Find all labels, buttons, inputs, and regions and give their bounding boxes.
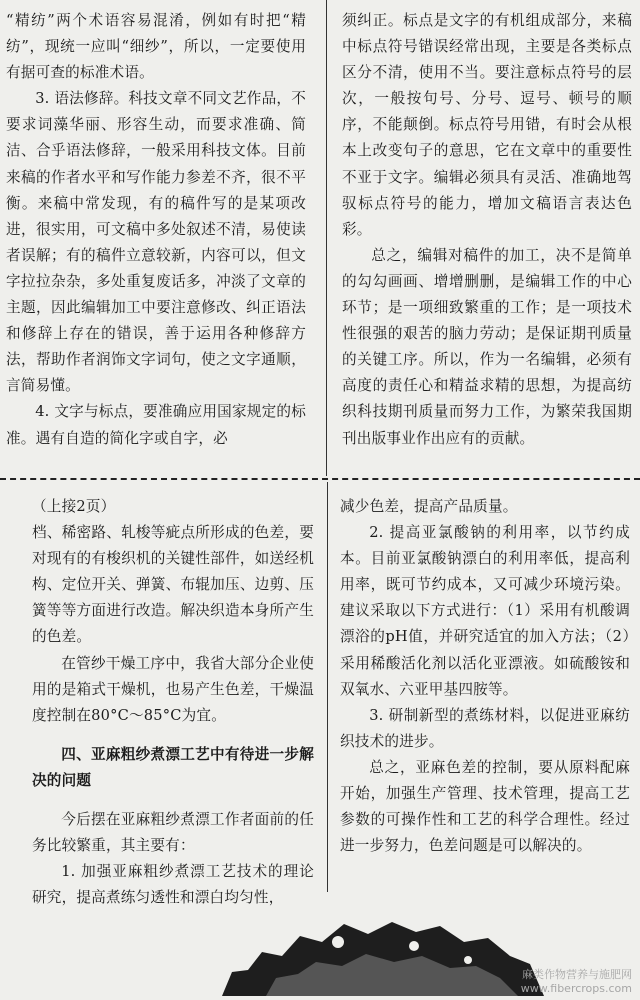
section-heading: 四、亚麻粗纱煮漂工艺中有待进一步解决的问题	[32, 745, 314, 789]
watermark-line: 麻类作物营养与施肥网	[522, 968, 632, 981]
paragraph: 总之，编辑对稿件的加工，决不是简单的勾勾画画、增增删删，是编辑工作的中心环节；是一项细致繁重的工作；是一项技术性很强的艰苦的脑力劳动；是保证期刊质量的关键工序。所以，作为一名编辑，必须有高度的责任心和精益求精的思想，为提高纺织科技期刊质量而努力工作，为繁荣我国期刊出版事业作出应有的贡献。	[342, 246, 632, 447]
scan-artifact-graphic	[218, 912, 548, 996]
paragraph: “精纺”两个术语容易混淆，例如有时把“精纺”，现统一应叫“细纱”，所以，一定要使用有据可查的标准术语。	[6, 12, 306, 82]
column-divider	[326, 0, 327, 476]
paragraph: 1. 加强亚麻粗纱煮漂工艺技术的理论研究，提高煮练匀透性和漂白均匀性，	[32, 863, 314, 907]
paragraph: 4. 文字与标点，要准确应用国家规定的标准。遇有自造的简化字或自字，必	[6, 403, 306, 447]
paragraph: 减少色差，提高产品质量。	[340, 498, 518, 515]
top-right-column	[342, 8, 632, 452]
paragraph: 在管纱干燥工序中，我省大部分企业使用的是箱式干燥机，也易产生色差，干燥温度控制在80°C～85°C为宜。	[32, 654, 314, 724]
paragraph: 3. 语法修辞。科技文章不同文艺作品，不要求词藻华丽、形容生动，而要求准确、简洁、合乎语法修辞，一般采用科技文体。目前来稿的作者水平和写作能力参差不齐，很不平衡。来稿中常发现，有的稿件写的是某项改进，很实用，可文稿中多处叙述不清，易使读者误解；有的稿件立意较新，内容可以，但文字拉拉杂杂，多处重复废话多，冲淡了文章的主题，因此编辑加工中要注意修改、纠正语法和修辞上存在的错误，善于运用各种修辞方法，帮助作者润饰文字词句，使之文字通顺，言简易懂。	[6, 90, 306, 395]
paragraph: 3. 研制新型的煮练材料，以促进亚麻纺织技术的进步。	[340, 706, 630, 750]
watermark-line: www.fibercrops.com	[520, 982, 632, 995]
bottom-left-column	[32, 494, 314, 911]
column-divider	[327, 482, 328, 892]
section-separator	[0, 478, 640, 480]
top-left-column	[6, 8, 306, 452]
bottom-right-column	[340, 494, 630, 859]
paragraph: 2. 提高亚氯酸钠的利用率，以节约成本。目前亚氯酸钠漂白的利用率低，提高利用率，既可节约成本，又可减少环境污染。建议采取以下方式进行：（1）采用有机酸调漂浴的pH值，并研究适宜的加入方法；（2）采用稀酸活化剂以活化亚漂液。如硫酸铵和双氧水、六亚甲基四胺等。	[340, 524, 630, 698]
paragraph: 须纠正。标点是文字的有机组成部分，来稿中标点符号错误经常出现，主要是各类标点区分不清，使用不当。要注意标点符号的层次，一般按句号、分号、逗号、顿号的顺序，不能颠倒。标点符号用错，有时会从根本上改变句子的意思，它在文章中的重要性不亚于文字。编辑必须具有灵活、准确地驾驭标点符号的能力，增加文稿语言表达色彩。	[342, 12, 632, 238]
paragraph: 今后摆在亚麻粗纱煮漂工作者面前的任务比较繁重，其主要有：	[32, 811, 314, 855]
continued-from-label: （上接2页）	[32, 498, 116, 515]
paragraph: 档、稀密路、轧梭等疵点所形成的色差，要对现有的有梭织机的关键性部件，如送经机构、定位开关、弹簧、布辊加压、边剪、压簧等等方面进行改造。解决织造本身所产生的色差。	[32, 524, 314, 646]
site-watermark	[521, 968, 632, 996]
paragraph: 总之，亚麻色差的控制，要从原料配麻开始，加强生产管理、技术管理，提高工艺参数的可操作性和工艺的科学合理性。经过进一步努力，色差问题是可以解决的。	[340, 758, 630, 855]
